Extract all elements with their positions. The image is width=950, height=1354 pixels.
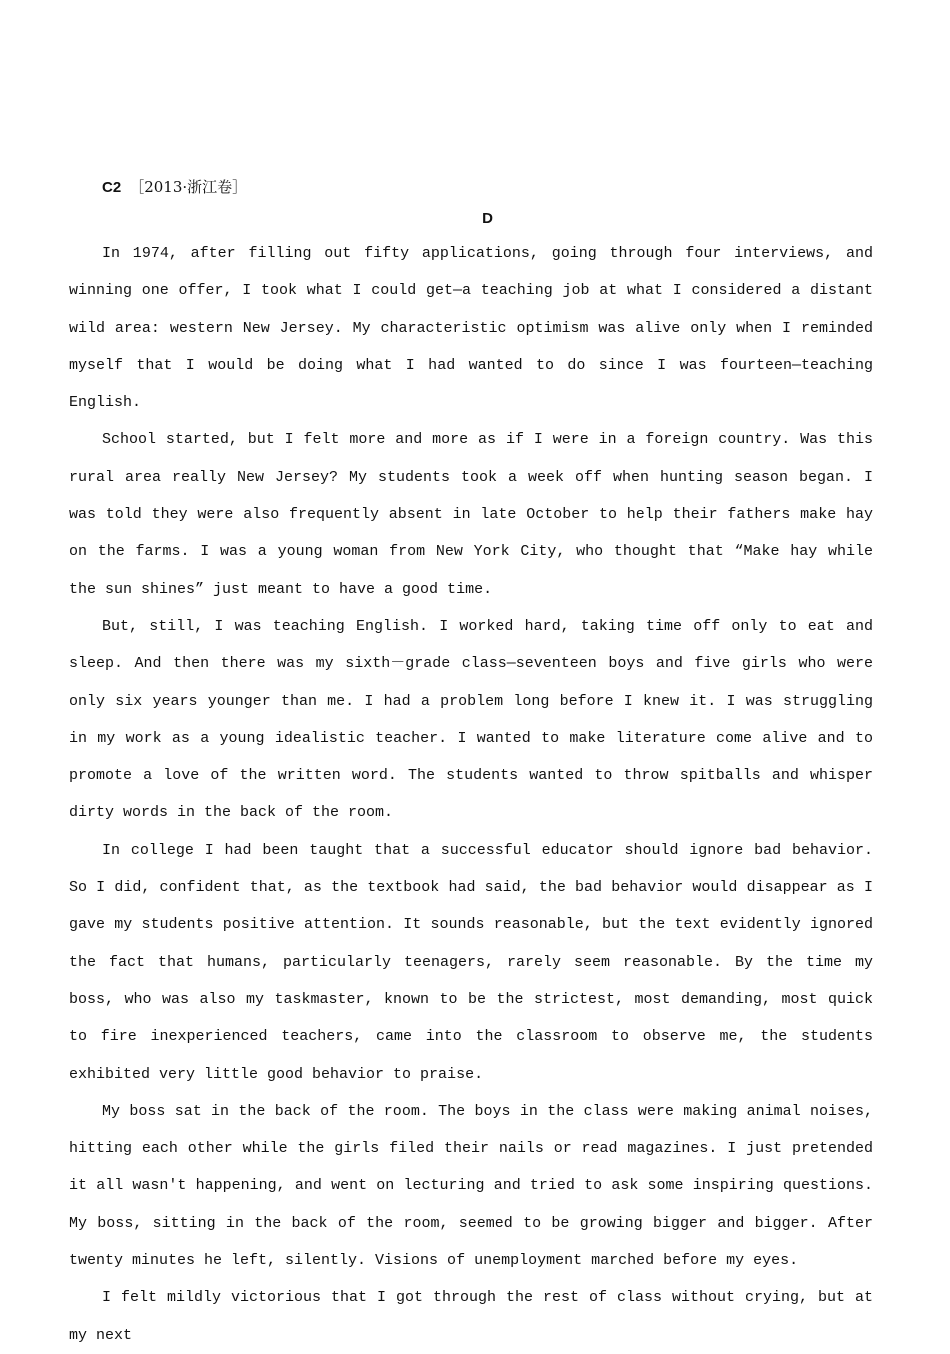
paragraph: But, still, I was teaching English. I worked hard, taking time off only to eat and sleep. And then there was my sixth－grade class—seventeen boys and five girls who were only six years younger than me. I had a problem long before I knew it. I was struggling in my work as a young idealistic teacher. I wanted to make literature come alive and to promote a love of the written word. The students wanted to throw spitballs and whisper dirty words in the back of the room. bbox=[69, 617, 873, 822]
question-source: ［2013·浙江卷］ bbox=[129, 178, 248, 196]
passage-letter: D bbox=[482, 210, 493, 227]
paragraph: In 1974, after filling out fifty applications, going through four interviews, and winning one offer, I took what I could get—a teaching job at what I considered a distant wild area: western New Jersey. My characteristic optimism was alive only when I reminded myself that I would be doing what I had wanted to do since I was fourteen—teaching English. bbox=[69, 245, 873, 412]
passage-body bbox=[69, 235, 873, 1354]
question-code: C2 bbox=[102, 179, 122, 196]
paragraph: My boss sat in the back of the room. The boys in the class were making animal noises, hitting each other while the girls filed their nails or read magazines. I just pretended it all wasn't happening, and went on lecturing and tried to ask some inspiring questions. My boss, sitting in the back of the room, seemed to be growing bigger and bigger. After twenty minutes he left, silently. Visions of unemployment marched before my eyes. bbox=[69, 1102, 873, 1270]
paragraph: In college I had been taught that a successful educator should ignore bad behavior. So I did, confident that, as the textbook had said, the bad behavior would disappear as I gave my students positive attention. It sounds reasonable, but the text evidently ignored the fact that humans, particularly teenagers, rarely seem reasonable. By the time my boss, who was also my taskmaster, known to be the strictest, most demanding, most quick to fire inexperienced teachers, came into the classroom to observe me, the students exhibited very little good behavior to praise. bbox=[69, 841, 873, 1083]
question-header bbox=[102, 176, 247, 197]
paragraph: School started, but I felt more and more as if I were in a foreign country. Was this rural area really New Jersey? My students took a week off when hunting season began. I was told they were also frequently absent in late October to help their fathers make hay on the farms. I was a young woman from New York City, who thought that “Make hay while the sun shines” just meant to have a good time. bbox=[69, 431, 873, 598]
paragraph: I felt mildly victorious that I got through the rest of class without crying, but at my next bbox=[69, 1289, 873, 1344]
